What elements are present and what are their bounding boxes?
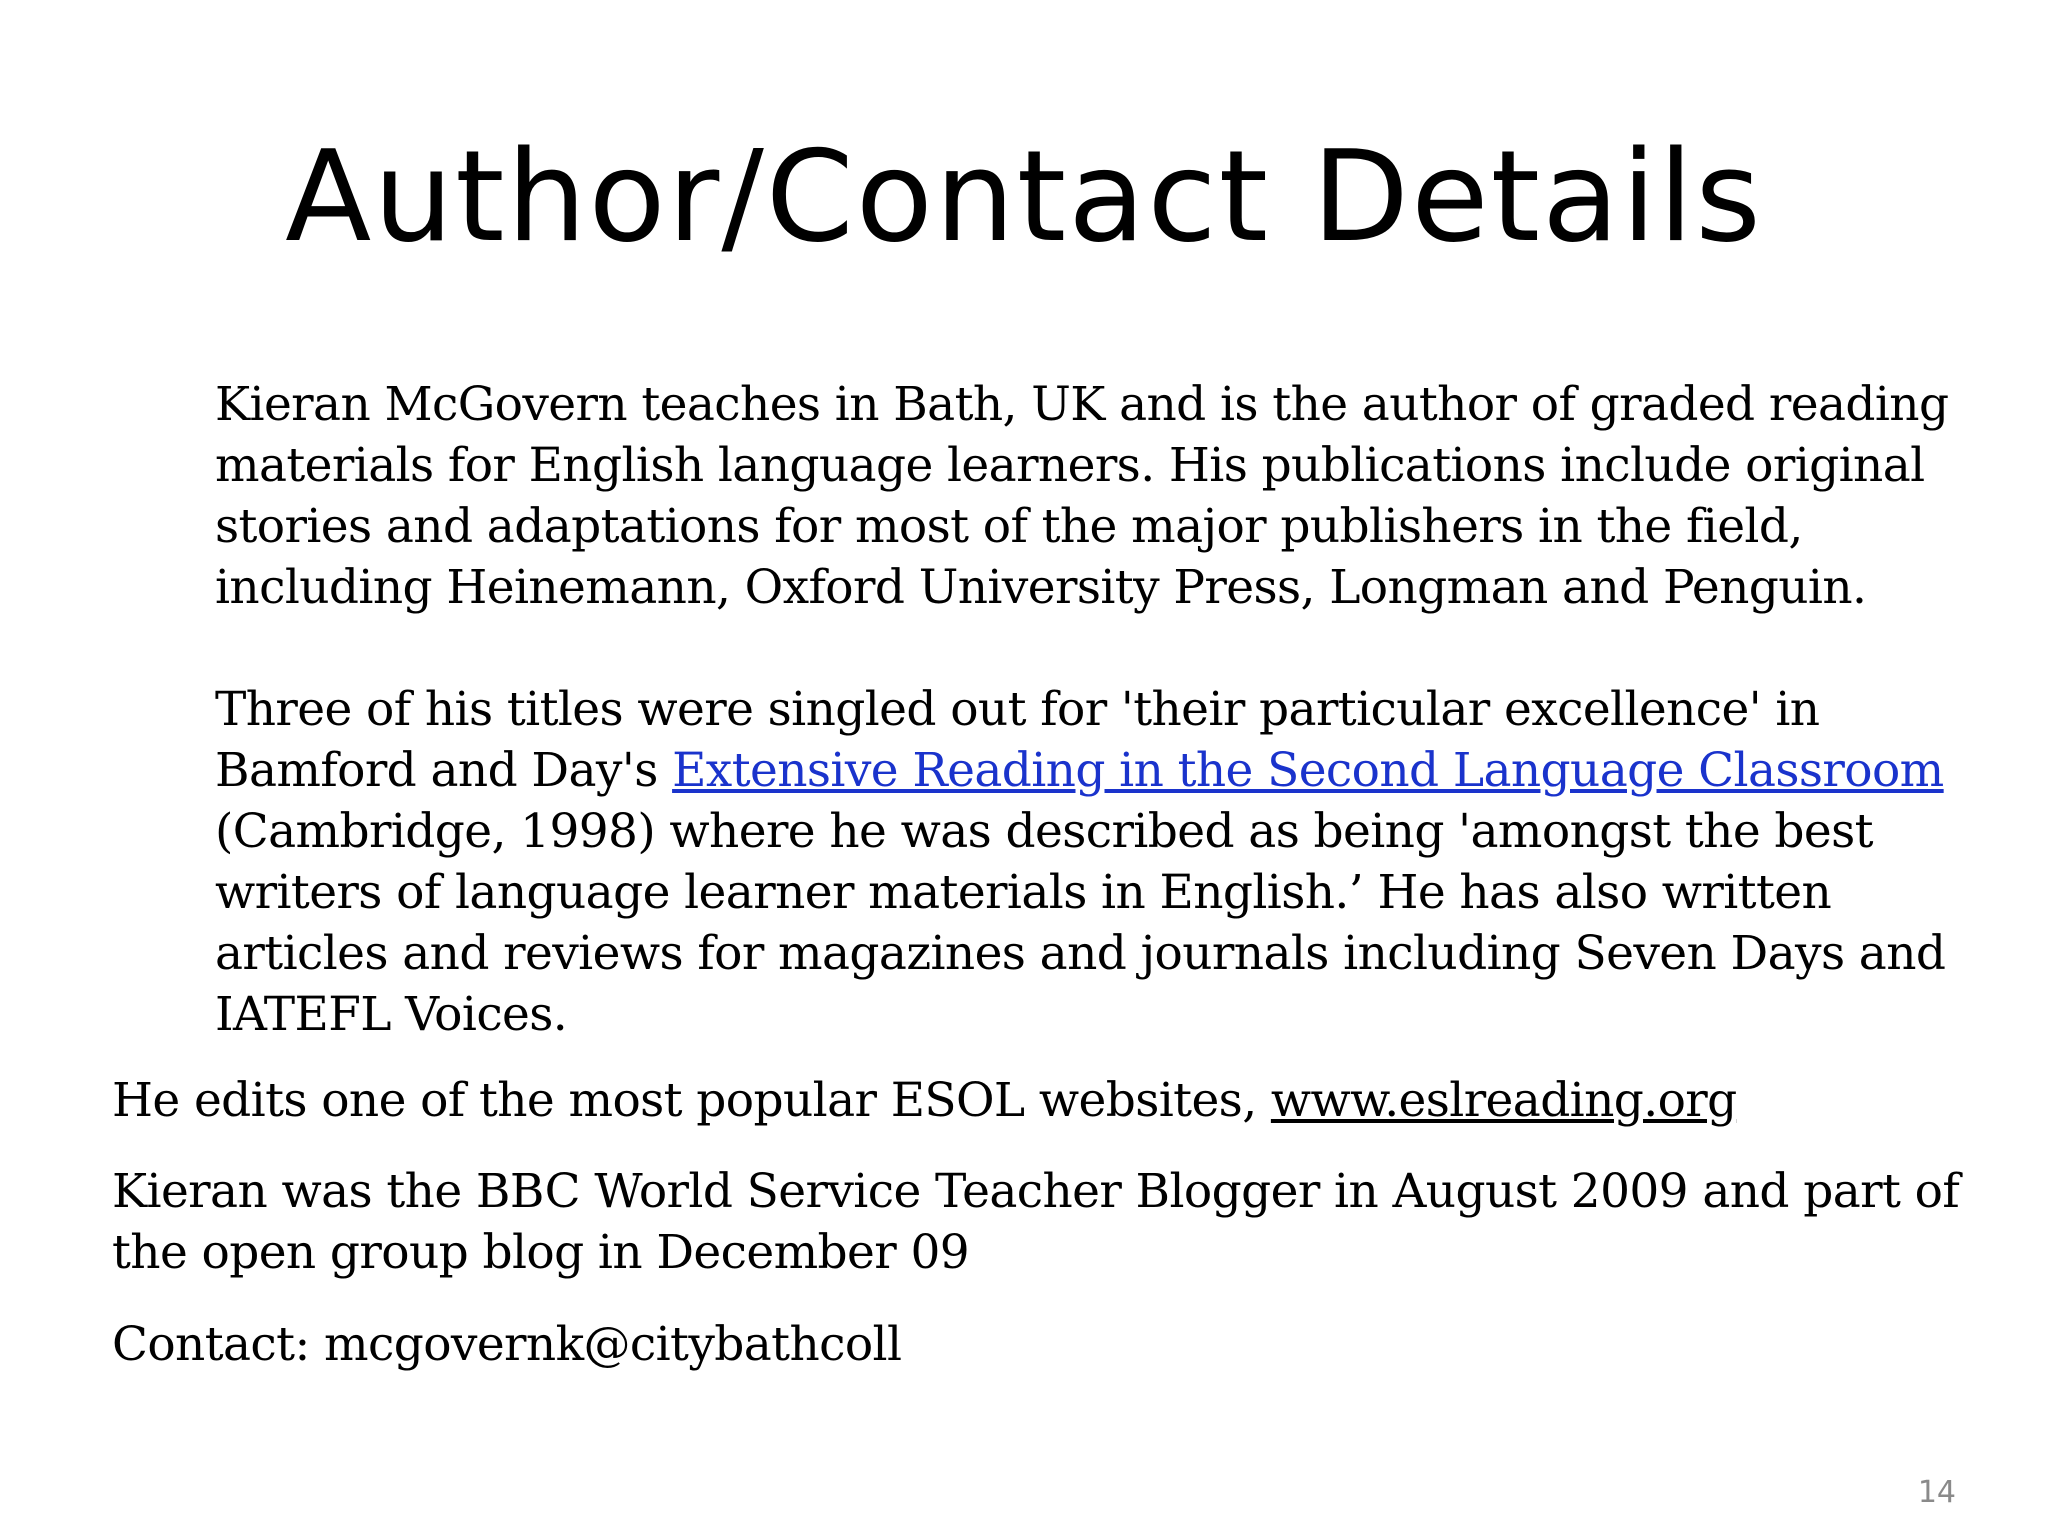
book-title-link[interactable]: Extensive Reading in the Second Language Classroom <box>672 743 1944 798</box>
contact-paragraph: Contact: mcgovernk@citybathcoll <box>112 1317 902 1372</box>
website-link[interactable]: www.eslreading.org <box>1270 1073 1737 1128</box>
esol-paragraph <box>112 1070 2012 1131</box>
bio-paragraph-1: Kieran McGovern teaches in Bath, UK and is the author of graded reading materials for English language learners. His publications include original stories and adaptations for most of the major publishers in the field, including Heinemann, Oxford University Press, Longman and Penguin. <box>215 377 1949 615</box>
esol-text: He edits one of the most popular ESOL websites, <box>112 1073 1271 1128</box>
slide-title: Author/Contact Details <box>285 123 1763 270</box>
paragraph-spacer <box>215 618 2005 679</box>
bio-paragraph-2 <box>215 679 2005 1045</box>
bio-paragraph-2-rest: (Cambridge, 1998) where he was described as being 'amongst the best writers of language learner materials in English.’ He has also written articles and reviews for magazines and journals including Seven Days and IATEFL Voices. <box>215 804 1946 1042</box>
page-number: 14 <box>1917 1475 1956 1510</box>
bio-paragraph-2-intro: Three of his titles were singled out for 'their particular excellence' in Bamford and Day's <box>215 682 1820 798</box>
bio-block <box>215 374 2005 1045</box>
bbc-paragraph: Kieran was the BBC World Service Teacher Blogger in August 2009 and part of the open group blog in December 09 <box>112 1164 1960 1280</box>
